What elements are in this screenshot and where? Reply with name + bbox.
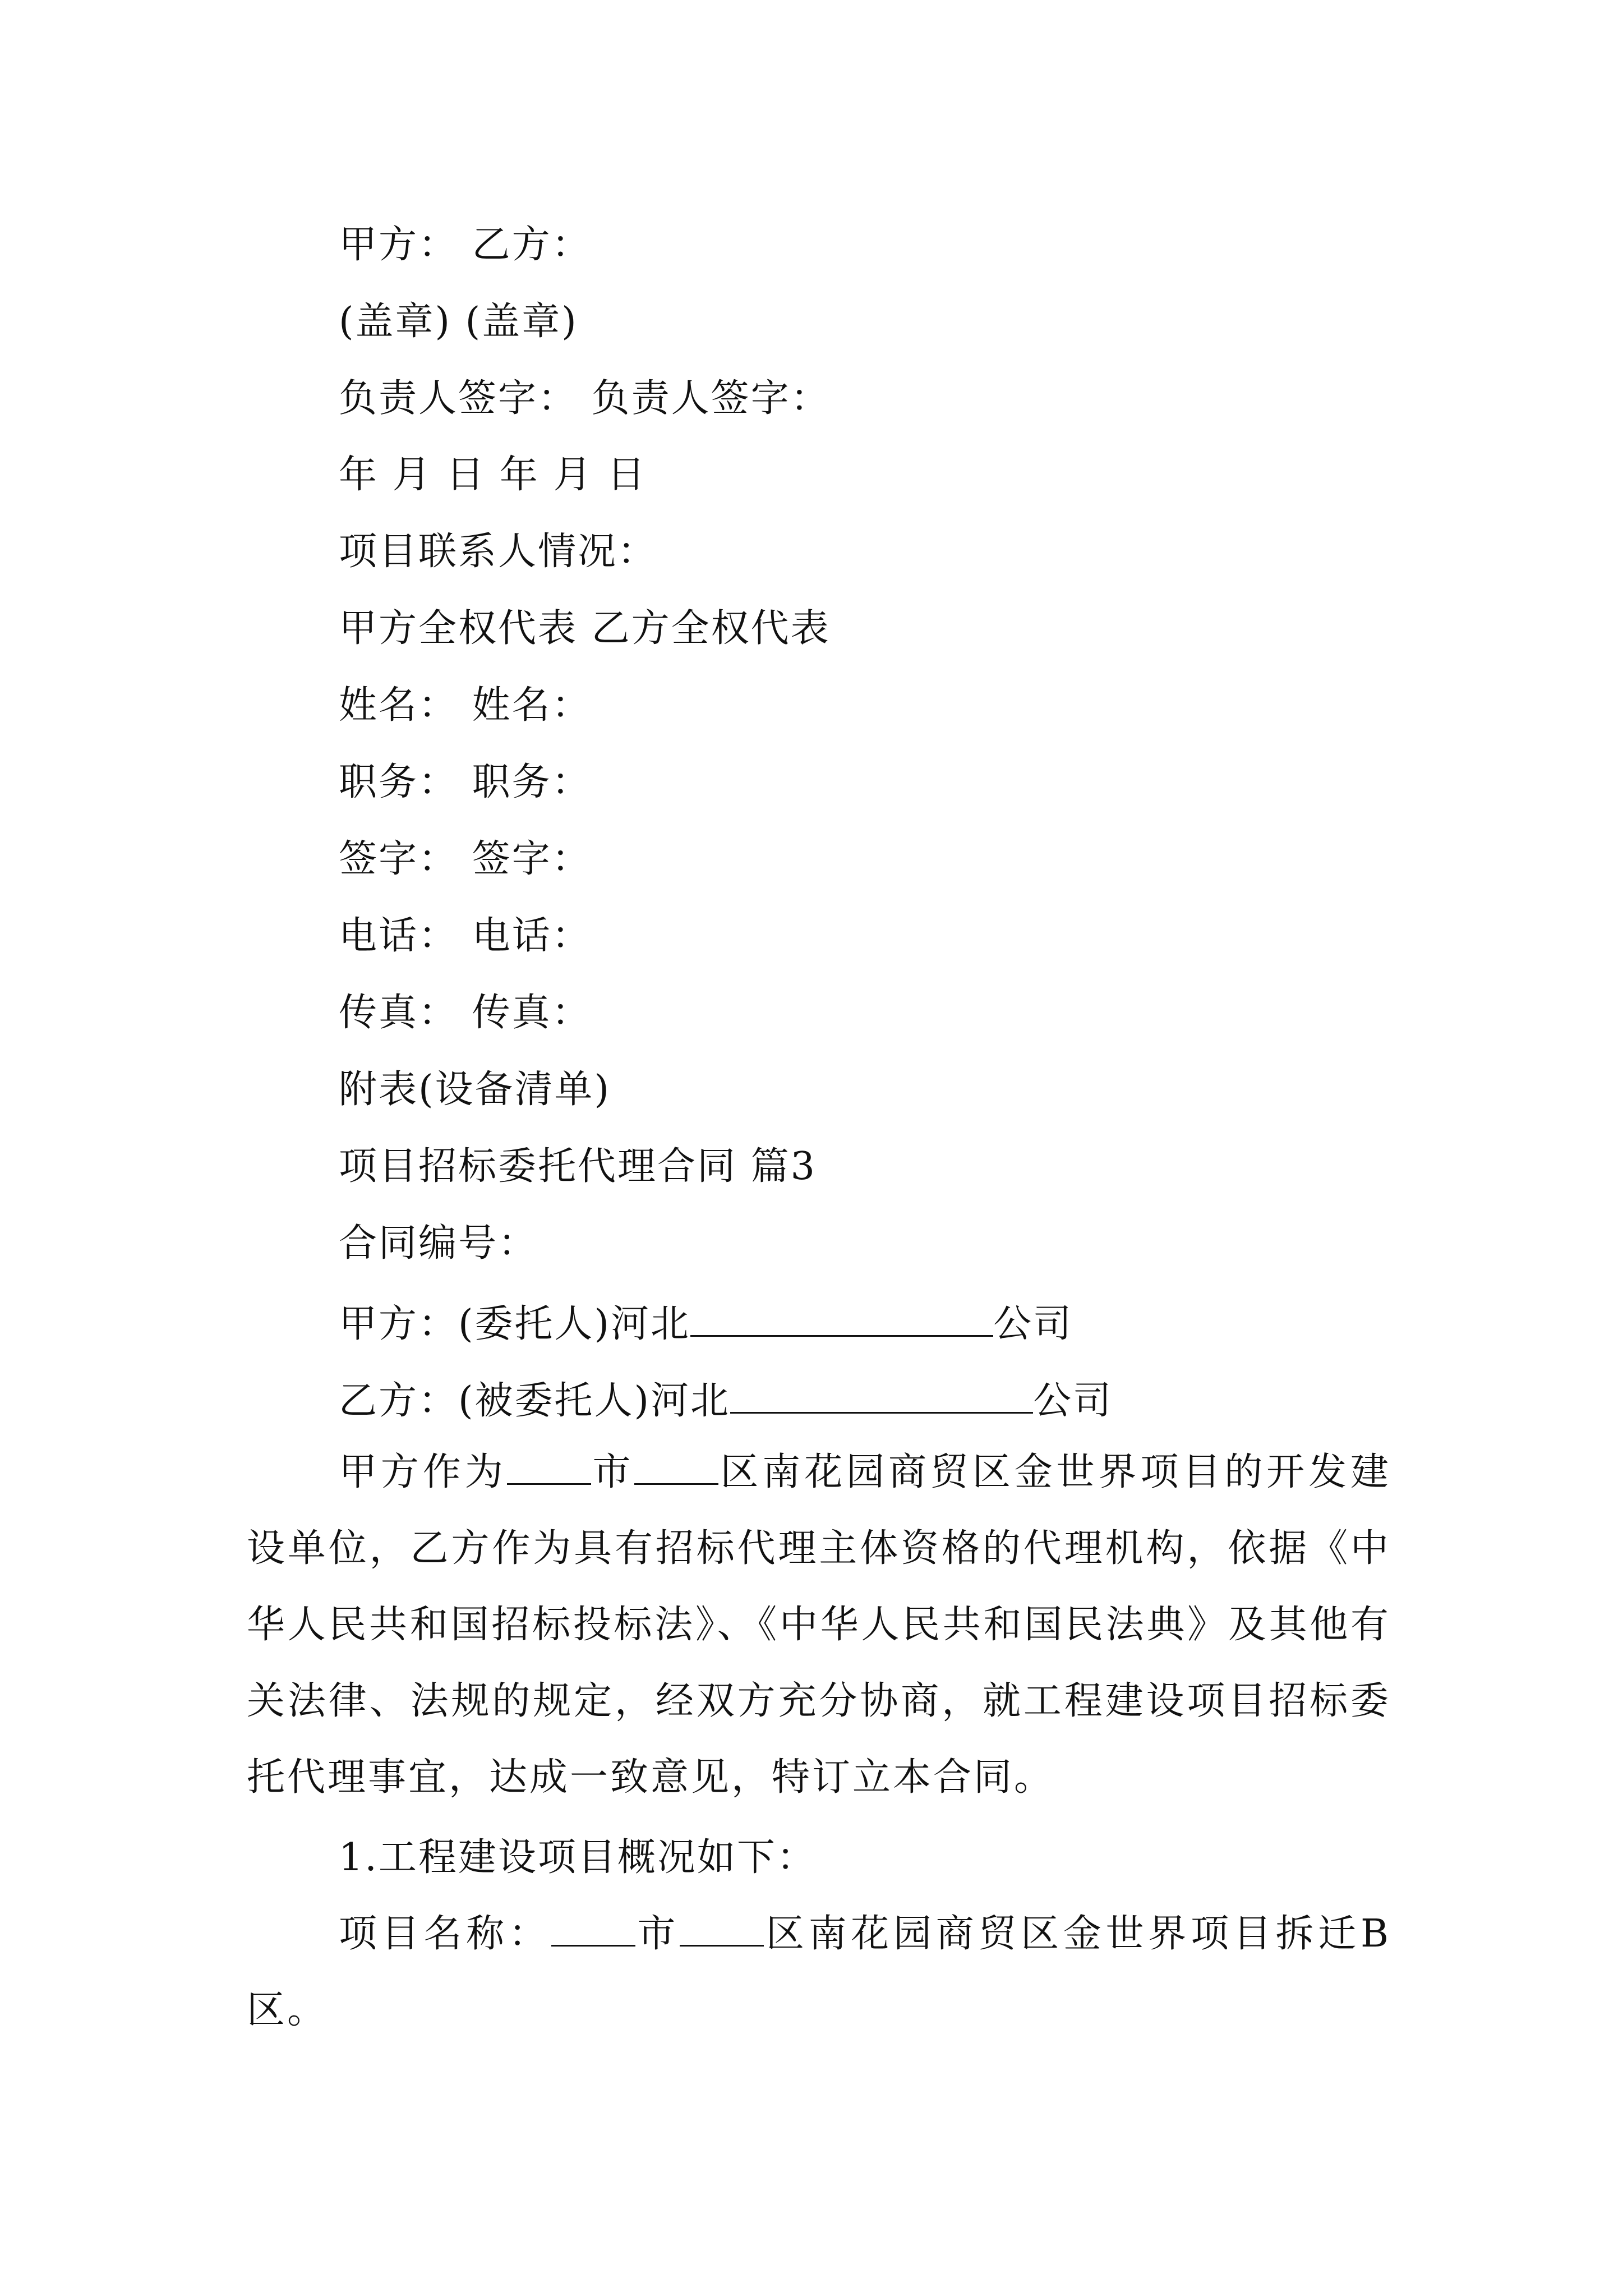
intro-city-blank bbox=[507, 1449, 591, 1485]
project-name-label: 项目名称： bbox=[339, 1912, 551, 1956]
party-a-suffix: 公司 bbox=[993, 1302, 1073, 1347]
project-city-blank bbox=[551, 1911, 635, 1947]
contacts-heading: 项目联系人情况： bbox=[339, 530, 658, 574]
representatives-line: 甲方全权代表 乙方全权代表 bbox=[339, 606, 831, 651]
project-district-blank bbox=[680, 1911, 764, 1947]
party-b-line bbox=[339, 1378, 1113, 1424]
phone-line: 电话： 电话： bbox=[339, 914, 592, 958]
party-a-line bbox=[339, 1301, 1073, 1347]
intro-part2: 区南花园商贸区金世界项目的开发建设单位，乙方作为具有招标代理主体资格的代理机构，依据《中华人民共和国招标投标法》、《中华人民共和国民法典》及其他有关法律、法规的规定，经双方充分协商，就工程建设项目招标委托代理事宜，达成一致意见，特订立本合同。 bbox=[247, 1450, 1391, 1800]
intro-district-blank bbox=[634, 1449, 718, 1485]
party-a-blank bbox=[690, 1301, 993, 1337]
seal-line: (盖章) (盖章) bbox=[339, 300, 578, 344]
contract-title: 项目招标委托代理合同 篇3 bbox=[339, 1144, 817, 1189]
date-line: 年 月 日 年 月 日 bbox=[339, 453, 647, 497]
project-rest: 区南花园商贸区金世界项目拆迁B区。 bbox=[247, 1912, 1391, 2032]
attachment-line: 附表(设备清单) bbox=[339, 1068, 611, 1112]
intro-paragraph bbox=[247, 1434, 1391, 1816]
intro-city: 市 bbox=[591, 1450, 635, 1494]
project-city: 市 bbox=[635, 1912, 680, 1956]
section1-heading: 1.工程建设项目概况如下： bbox=[339, 1835, 817, 1880]
signature-line: 签字： 签字： bbox=[339, 837, 592, 881]
party-a-prefix: 甲方：(委托人)河北 bbox=[339, 1302, 691, 1347]
position-line: 职务： 职务： bbox=[339, 760, 592, 804]
party-b-prefix: 乙方：(被委托人)河北 bbox=[339, 1379, 731, 1424]
party-b-suffix: 公司 bbox=[1033, 1379, 1113, 1424]
signatory-line: 负责人签字： 负责人签字： bbox=[339, 376, 831, 421]
name-line: 姓名： 姓名： bbox=[339, 683, 592, 728]
fax-line: 传真： 传真： bbox=[339, 991, 592, 1035]
project-name-paragraph bbox=[247, 1896, 1391, 2049]
party-b-blank bbox=[730, 1378, 1033, 1414]
intro-part1: 甲方作为 bbox=[339, 1450, 507, 1494]
parties-line: 甲方： 乙方： bbox=[339, 223, 592, 267]
contract-number-label: 合同编号： bbox=[339, 1221, 538, 1266]
